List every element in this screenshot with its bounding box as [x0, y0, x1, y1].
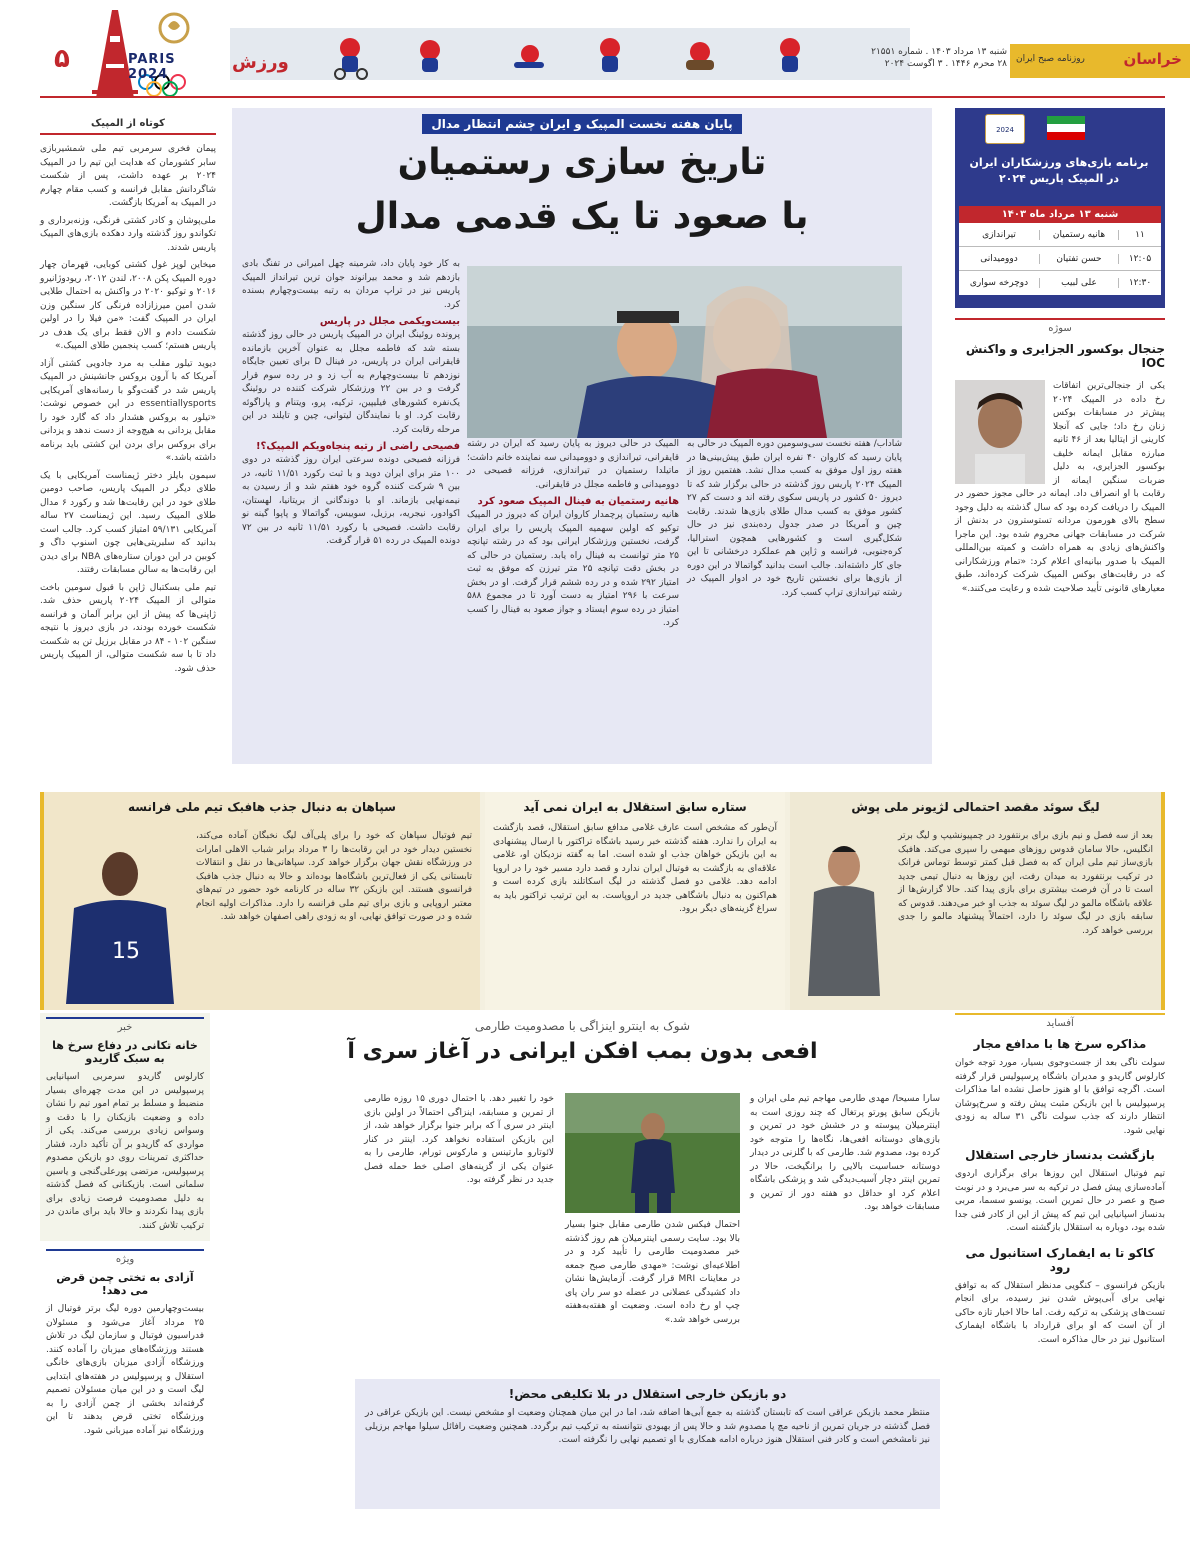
- bottom-col-left: [364, 1093, 554, 1188]
- side-story-title: جنجال بوکسور الجزایری و واکنش IOC: [965, 342, 1165, 370]
- bottom-left-special: [40, 1241, 210, 1438]
- short-news-column: [40, 118, 216, 768]
- main-photo: [467, 266, 902, 438]
- schedule-sport: تیراندازی: [982, 229, 1016, 240]
- schedule-table: [959, 206, 1161, 295]
- feature-photo: [50, 838, 190, 1004]
- paper-tagline: روزنامه صبح ایران: [1016, 54, 1085, 64]
- boxer-portrait-icon: [955, 380, 1045, 484]
- masthead: [0, 0, 1200, 100]
- feature-title: لیگ سوئد مقصد احتمالی لژیونر ملی پوش: [851, 800, 1100, 814]
- schedule-athlete: علی لبیب: [1039, 278, 1119, 288]
- feature-title: سپاهان به دنبال جذب هافبک تیم ملی فرانسه: [127, 800, 396, 814]
- feature-body: بعد از سه فصل و نیم بازی برای برنتفورد در چمپیونشیپ و لیگ برتر انگلیس، حالا سامان قدوس روزهای مبهمی را سپری می‌کند. هافبک بازی‌ساز تیم ملی ایران که به فصل قبل کمتر توسط توماس فرانک در ترکیب برنتفورد به میدان رفت، این روزها به دنبال تیمی جدید است تا در آن فرصت بیشتری برای بازی پیدا کند. حالا گزارش‌ها از علاقه باشگاه مالمو در لیگ سوئد به جذب او خبر می‌دهند. قدوس که سابقه بازی در لیگ سوئد را دارد، احتمالاً پیشنهاد مالمو را جدی بررسی خواهد کرد.: [898, 831, 1153, 936]
- bottom-box-title: دو بازیکن خارجی استقلال در بلا تکلیفی محض!: [508, 1387, 787, 1401]
- side-story: [955, 318, 1165, 764]
- short-news-list: [40, 143, 216, 676]
- offside-body-2: تیم فوتبال استقلال این روزها برای برگزاری اردوی آماده‌سازی پیش فصل در ترکیه به سر می‌برد و در نوبت صبح و عصر در حال تمرین است. یونسو سسما، مربی بدنساز اسپانیایی این تیم که پیش از این از کادر فنی جدا شده بود، دوباره به استقلال بازگشته است.: [955, 1169, 1165, 1233]
- short-news-item: میخاین لوپز غول کشتی کوبایی، قهرمان چهار دوره المپیک پکن ۲۰۰۸، لندن ۲۰۱۲، ریودوژانیرو ۲۰۱۶ و توکیو ۲۰۲۰ در واکنش به احتمال طلایی شدن امین میرزازاده فرنگی کار سنگین وزن ایران در المپیک گفت: «من فیلا را در اولین شکست دادم و الان فقط برای یک هدف در پاریس هستم؛ کسب پنجمین طلای المپیک.»: [40, 260, 217, 351]
- france-player-photo: [50, 838, 190, 1004]
- taremi-training-photo: [565, 1093, 740, 1213]
- main-lead-left: [467, 438, 679, 631]
- main-body-2: پرونده روئینگ ایران در المپیک پاریس در حالی روز گذشته بسته شد که فاطمه مجلل به عنوان آخرین بازمانده قایقرانی ایران در پاریس، در فینال D برای تعیین جایگاه نوزدهم تا بیست‌وچهارم به آب زد و در رده سوم قرار گرفت و در بین ۲۲ ورزشکار شرکت کننده در روئینگ یک‌نفره کشورهای فیلیپین، ترکیه، پرو، ویتنام و پاراگوئه رقابت کرد. او با نمایندگان لیتوانی، چین و تایلند در این مرحله رقابت کرد.: [242, 330, 461, 435]
- bottom-box: [355, 1379, 940, 1509]
- bottom-box-body: منتظر محمد بازیکن عراقی است که تابستان گذشته به جمع آبی‌ها اضافه شد، اما در این میان همچنان وضعیت او مشخص نیست. این بازیکن عراقی در فصل گذشته در جریان تمرین از ناحیه مچ پا مصدوم شد و حالا پس از بهبودی نتوانسته به ترکیب تیم برگردد. همچنین وضعیت رافائل سیلوا مهاجم برزیلی نیز نامشخص است و کادر فنی استقلال هنوز درباره ادامه همکاری با او تصمیم نهایی را نگرفته است.: [365, 1408, 930, 1445]
- schedule-day: شنبه ۱۳ مرداد ماه ۱۴۰۳: [959, 206, 1161, 223]
- offside-column: [955, 1013, 1165, 1513]
- special-tag: ویژه: [46, 1249, 204, 1265]
- offside-body-3: بازیکن فرانسوی – کنگویی مدنظر استقلال که به توافق نهایی برای آبی‌پوش شدن نیز رسیده، برای انجام تست‌های پزشکی به ترکیه رفت. اما حالا اخبار تازه حاکی از آن است که او برای قرارداد با باشگاه ایفمارک استانبول نیز در حال مذاکره است.: [955, 1280, 1165, 1345]
- schedule-row: [959, 247, 1161, 271]
- schedule-sport: دوومیدانی: [980, 253, 1018, 264]
- schedule-time: ۱۲:۳۰: [1128, 278, 1152, 288]
- boxer-photo: [955, 380, 1045, 484]
- main-lead-right: [687, 438, 902, 600]
- svg-text:15: 15: [112, 939, 140, 964]
- feature-card: [40, 792, 480, 1010]
- masthead-rule: [40, 96, 1165, 98]
- main-subhead-2: بیست‌ویکمی مجلل در پاریس: [319, 316, 460, 327]
- brand-bar: [1010, 44, 1190, 78]
- news-tag: خبر: [46, 1017, 204, 1033]
- bottom-col-right: [750, 1093, 940, 1215]
- athletes-hug-photo: [467, 266, 902, 438]
- date-line-2: ۲۸ محرم ۱۴۴۶ . ۳ اگوست ۲۰۲۴: [884, 59, 1007, 69]
- short-news-item: سیمون بایلز دختر ژیمناست آمریکایی با یک طلای دیگر در المپیک پاریس، صاحب دومین طلای خود در این رقابت‌ها شد و رکورد ۶ مدال طلای المپیک رسید. این ژیمناست ۲۷ ساله آمریکایی ۵۹/۱۳۱ امتیاز کسب کرد. جالب است بدانید که سلبریتی‌هایی چون اسنوپ داگ و کوبین در این دوران ستاره‌های NBA برای دیدن این رقابت‌ها به سالن مسابقات رفتند.: [40, 470, 217, 575]
- main-subhead-1: هانیه رستمیان به فینال المپیک صعود کرد: [477, 496, 679, 507]
- schedule-athlete: حسن تفتیان: [1039, 254, 1119, 264]
- main-lead-left-text: المپیک در حالی دیروز به پایان رسید که ایران در رشته قایقرانی، تیراندازی و دوومیدانی سه نماینده خانم داشت؛ ماتیلدا رستمیان در تیراندازی، فرزانه فصیحی در دوومیدانی و فاطمه مجلل در قایقرانی.: [467, 439, 679, 490]
- page-number: ۵: [54, 44, 70, 74]
- news-body: کارلوس گاریدو سرمربی اسپانیایی پرسپولیس در این مدت چهره‌ای بسیار منضبط و مسلط بر تمام امور تیم را نشان داده و وضعیت بازیکنان را با دقت و وسواس زیادی بررسی می‌کند. یکی از مواردی که گاریدو بر آن تأکید دارد، فشار حداکثری تمرینات روی دو بازیکن مصدوم پرسپولیس، مرتضی پورعلی‌گنجی و یاسین سلمانی است. بازیکنانی که فصل گذشته به دلیل مصدومیت فرصت زیادی برای بازی پیدا نکردند و حالا باید برای ماندن در ترکیب تلاش کنند.: [46, 1072, 204, 1231]
- mascot-strip: [230, 28, 910, 80]
- main-kicker: پایان هفته نخست المپیک و ایران چشم انتظار مدال: [422, 114, 742, 134]
- main-body-3: فرزانه فصیحی دونده سرعتی ایران روز گذشته در دوی ۱۰۰ متر برای ایران دوید و با ثبت رکورد ۱۱/۵۱ ثانیه، در بین ۹ شرکت کننده گروه خود هفتم شد و از رسیدن به نیمه‌نهایی بازماند. او با دوندگانی از بریتانیا، لهستان، اکوادور، نیجریه، برزیل، سوییس، گواتمالا و پاپوا گینه نو رقابت داشت. فصیحی با رکورد ۱۱/۵۱ ثانیه در بین ۷۲ دونده المپیک در رده ۵۱ قرار گرفت.: [242, 455, 460, 546]
- feature-card: [790, 792, 1165, 1010]
- bottom-left-column: [40, 1013, 210, 1513]
- schedule-athlete: هانیه رستمیان: [1039, 230, 1119, 240]
- bottom-left-news: [40, 1013, 210, 1241]
- bottom-main-story: [225, 1013, 940, 1513]
- short-news-item: دیوید تیلور مقلب به مرد جادویی کشتی آزاد آمریکا که با آرون بروکس جانشینش در المپیک پاریس شد در گفت‌وگو با رسانه‌های آمریکایی essentiallysports در این خصوص نوشت: «تیلور به بروکس هشدار داد که گارد خود را مقابل یزدانی به هیچ‌وجه از دست ندهد و یزدانی برای بروکس برای بردن این کشتی باید برنامه داشته باشد.»: [40, 358, 216, 463]
- schedule-title-2: در المپیک پاریس ۲۰۲۴: [998, 172, 1120, 185]
- feature-title: ستاره سابق استقلال به ایران نمی آید: [523, 800, 747, 814]
- main-lead-right-text: شاداب/ هفته نخست سی‌وسومین دوره المپیک در حالی به پایان رسید که کاروان ۴۰ نفره ایران طبق پیش‌بینی‌ها در هفته روز اول موفق به کسب مدال نشد. هفتمین روز از المپیک ۲۰۲۴ پاریس روز گذشته در حالی برگزار شد که تا دیروز ۵۰ کشور در پاریس سکوی رفته اند و دست کم ۲۷ کشور موفق به کسب مدال طلای بازی‌ها شدند. رقابت چین و آمریکا در صدر جدول رده‌بندی نیز در حال شکل‌گیری است و کشورهایی همچون استرالیا، کره‌جنوبی، فرانسه و ژاپن هم عملکرد درخشانی تا این جای کار داشته‌اند. جالب است بدانید گواتمالا در این دوره از بازی‌ها برای نخستین تاریخ خود در ادوار المپیک در رشته تیراندازی تراپ کسب کرد.: [687, 439, 902, 598]
- special-body: بیست‌وچهارمین دوره لیگ برتر فوتبال از ۲۵ مرداد آغاز می‌شود و مسئولان فدراسیون فوتبال و سازمان لیگ در تلاش هستند ورزشگاه‌های میزبان را آماده کنند. ورزشگاه آزادی میزبان بازی‌های خانگی استقلال و پرسپولیس در هفته‌های ابتدایی لیگ است و در این میان مسئولان تصمیم گرفته‌اند بخشی از چمن آزادی را به ورزشگاه تختی قرض بدهند تا این ورزشگاه نیز آماده میزبانی شود.: [46, 1304, 204, 1436]
- schedule-time: ۱۲:۰۵: [1128, 253, 1152, 264]
- schedule-row: [959, 223, 1161, 247]
- schedule-row: [959, 271, 1161, 295]
- side-story-tag: سوژه: [955, 318, 1165, 334]
- features-row: [40, 792, 1165, 1010]
- bottom-body-1: سارا مسیحا/ مهدی طارمی مهاجم تیم ملی ایران و بازیکن سابق پورتو پرتغال که چند روزی است به اینترمیلان پیوسته و در خشش خود در تمرین و بازی‌های دوستانه افعی‌ها، نگاه‌ها را متوجه خود کرده بود، مصدوم شد. طارمی که با گلزنی در دیدار دوستانه حساسیت بالایی را برانگیخت، حالا در تمرین اینتر دچار آسیب‌دیدگی شد و پزشکی باشگاه اعلام کرد او حداقل دو هفته دور از تمرین و مسابقات خواهد بود.: [750, 1094, 940, 1212]
- iran-flag-icon: [1047, 116, 1085, 140]
- main-headline-1: تاریخ سازی رستمیان: [397, 142, 767, 183]
- offside-body-1: سولت ناگی بعد از جست‌وجوی بسیار، مورد توجه خوان کارلوس گاریدو و مدیران باشگاه پرسپولیس قرار گرفته است. اگرچه توافق با او هنوز حاصل نشده اما مذاکرات پرسپولیس با این بازیکن مثبت پیش رفته و سرخ‌پوشان انتظار دارند که جذب سولت ناگی ۳۱ ساله به زودی نهایی شود.: [955, 1058, 1165, 1136]
- bottom-headline: افعی بدون بمب افکن ایرانی در آغاز سری آ: [347, 1039, 818, 1064]
- paris-badge-icon: 2024: [985, 114, 1025, 144]
- main-headline-2: با صعود تا یک قدمی مدال: [355, 196, 809, 237]
- schedule-title-1: برنامه بازی‌های ورزشکاران ایران: [969, 156, 1149, 169]
- offside-title-2: بازگشت بدنساز خارجی استقلال: [965, 1148, 1155, 1162]
- main-story: [232, 108, 932, 764]
- player-photo: [796, 836, 892, 996]
- short-news-item: ملی‌پوشان و کادر کشتی فرنگی، وزنه‌برداری و تکواندو روز گذشته وارد دهکده بازی‌های المپیک پاریس شدند.: [40, 215, 216, 253]
- feature-body: تیم فوتبال سپاهان که خود را برای پلی‌آف لیگ نخبگان آماده می‌کند، نخستین دیدار خود در این رقابت‌ها را ۳ مرداد برابر شباب الاهلی امارات در ورزشگاه نقش جهان برگزار خواهد کرد. سپاهانی‌ها در نقل و انتقالات تابستانی یکی از فعال‌ترین باشگاه‌ها بوده‌اند و حالا به دنبال جذب هافبک فرانسوی هستند. این بازیکن ۳۲ ساله در کارنامه خود حضور در تیم‌های معتبر اروپایی و بازی برای تیم ملی فرانسه را دارد. مذاکرات اولیه انجام شده و در صورت توافق نهایی، او به زودی راهی اصفهان خواهد شد.: [196, 831, 473, 922]
- news-title: خانه تکانی در دفاع سرخ ها به سبک گاریدو: [52, 1039, 198, 1065]
- date-line: [862, 46, 1007, 70]
- schedule-box: [955, 108, 1165, 308]
- feature-card: [485, 792, 785, 1010]
- bottom-col-mid: [565, 1219, 740, 1327]
- bottom-body-2: خود را تغییر دهد. با احتمال دوری ۱۵ روزه طارمی از تمرین و مسابقه، اینزاگی احتمالاً در اولین بازی اینتر در سری آ که برابر جنوا برگزار خواهد شد، از این بازیکن استفاده نخواهد کرد. اینتر در کنار لائوتارو مارتینس و مارکوس تورام، طارمی را به عنوان یکی از گزینه‌های اصلی خط حمله فصل جدید در نظر گرفته بود.: [364, 1094, 554, 1185]
- offside-tag: آفساید: [955, 1013, 1165, 1029]
- feature-photo: [796, 836, 892, 996]
- bottom-body-3: احتمال فیکس شدن طارمی مقابل جنوا بسیار بالا بود. سایت رسمی اینترمیلان هم روز گذشته خبر مصدومیت طارمی را تأیید کرد و در اطلاعیه‌ای نوشت: «مهدی طارمی صبح جمعه در معاینات MRI قرار گرفت. آزمایش‌ها نشان داد کشیدگی عضلانی در عضله دو سر ران پای چپ او رخ داده است. وضعیت او هفته‌به‌هفته بررسی خواهد شد.»: [565, 1220, 740, 1325]
- schedule-sport: دوچرخه سواری: [969, 278, 1029, 288]
- olympics-logo: [76, 6, 221, 106]
- date-line-1: شنبه ۱۳ مرداد ۱۴۰۳ . شماره ۲۱۵۵۱: [871, 47, 1007, 57]
- schedule-time: ۱۱: [1135, 229, 1145, 240]
- side-story-body: یکی از جنجالی‌ترین اتفاقات رخ داده در المپیک ۲۰۲۴ پیش‌تر در مسابقات بوکس زنان رخ داد؛ جایی که آنجلا کارینی از ایتالیا بعد از ۴۶ ثانیه مبارزه مقابل ایمانه خلیف بوکسور الجزایری، به دلیل ضربات سنگین ایمانه از رقابت با او انصراف داد. ایمانه در حالی مجوز حضور در المپیک را دریافت کرده بود که سال گذشته به دلیل وجود سطح بالای هورمون مردانه تستوسترون در بدنش از شرکت در مسابقات جهانی محروم شده بود. این ماجرا واکنش‌های زیادی به همراه داشت و کمیته بین‌المللی المپیک با صدور بیانیه‌ای اعلام کرد: «تمام ورزشکارانی که در رقابت‌های بوکس المپیک شرکت کرده‌اند، طبق معیارهای قانونی تأیید صلاحیت شده و رعایت می‌کنند.»: [955, 381, 1166, 594]
- short-news-item: تیم ملی بسکتبال ژاپن با قبول سومین باخت متوالی از المپیک ۲۰۲۴ پاریس حذف شد. ژاپنی‌ها که پیش از این برابر آلمان و فرانسه شکست خورده بودند، در بازی دیروز با نتیجه سنگین ۱۰۲ - ۸۴ در مقابل برزیل تن به شکست داد تا با سه شکست متوالی، از المپیک پاریس حذف شود.: [40, 582, 216, 674]
- mascot-icons: [230, 28, 910, 80]
- offside-title-1: مذاکره سرخ ها با مدافع مجار: [973, 1037, 1147, 1051]
- bottom-kicker: شوک به اینترو اینزاگی با مصدومیت طارمی: [474, 1019, 691, 1033]
- short-news-item: پیمان فخری سرمربی تیم ملی شمشیربازی سابر کشورمان که هدایت این تیم را در المپیک ۲۰۲۴ بر عهده داشت، پس از شکست شاگردانش مقابل فرانسه و کسب مقام چهارم در المپیک به آمریکا بازگشت.: [40, 144, 216, 208]
- offside-title-3: کاکو تا به ایفمارک استانبول می رود: [965, 1245, 1155, 1274]
- paper-name: خراسان: [1123, 50, 1182, 68]
- main-body-1: هانیه رستمیان پرچمدار کاروان ایران که دیروز در المپیک توکیو که اولین سهمیه المپیک پاریس را برای ایران گرفت، نخستین ورزشکار ایرانی بود که در رشته تپانچه ۲۵ متر توانست به فینال راه یابد. رستمیان در حالی که در بخش دقت تپانچه ۲۵ متر تیرزن که موفق به ثبت امتیاز ۲۹۲ شده و در رده ششم قرار گرفت. او در بخش سرعت با ۲۹۶ امتیاز به دست آورد تا در مجموع ۵۸۸ امتیاز در رده سوم ایستاد و جواز صعود به فینال را کسب کرد.: [467, 510, 679, 628]
- olympics-logo-text: PARIS 2024: [128, 52, 176, 82]
- main-left-cols: [242, 258, 460, 549]
- feature-body: آن‌طور که مشخص است عارف غلامی مدافع سابق استقلال، قصد بازگشت به ایران را ندارد. هفته گذشته خبر رسید باشگاه تراکتور با ارسال پیشنهادی به این بازیکن خواهان جذب او شده است. اما به گفته نزدیکان او، غلامی علاقه‌ای به بازگشت به فوتبال ایران ندارد و قصد دارد مسیر خود را در اروپا ادامه دهد. غلامی دو فصل گذشته در لیگ اسکاتلند بازی کرده است و هم‌اکنون به دنبال باشگاهی جدید در اروپاست. به این ترتیب تراکتور باید به سراغ گزینه‌های دیگر برود.: [493, 823, 777, 914]
- main-quote-tail: به کار خود پایان داد، شرمینه چهل امیرانی در تفنگ بادی بازدهم شد و محمد بیرانوند جوان ترین تیرانداز المپیک پاریس نیز در تراپ مردان به رتبه بیست‌وچهارم بسنده کرد.: [242, 259, 460, 310]
- section-name: ورزش: [232, 52, 289, 73]
- bottom-photo: [565, 1093, 740, 1213]
- special-title: آزادی به تختی چمن قرض می دهد!: [56, 1271, 194, 1297]
- main-subhead-3: فصیحی راضی از رتبه پنجاه‌ویکم المپیک؟!: [255, 441, 460, 452]
- short-news-header: کوتاه از المپیک: [40, 118, 216, 135]
